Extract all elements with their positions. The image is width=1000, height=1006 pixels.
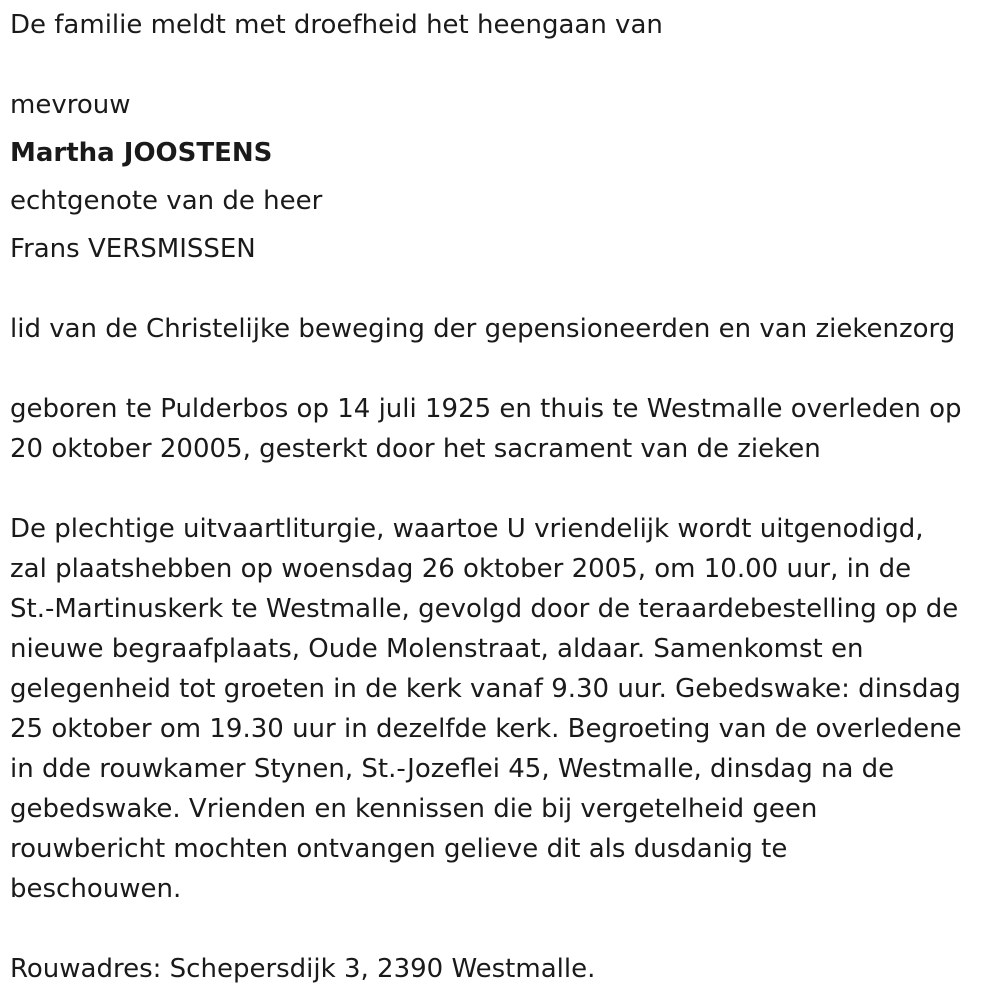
funeral-line: nieuwe begraafplaats, Oude Molenstraat, aldaar. Samenkomst en: [10, 634, 864, 664]
funeral-line: gebedswake. Vrienden en kennissen die bij vergetelheid geen: [10, 794, 818, 824]
funeral-line: De plechtige uitvaartliturgie, waartoe U vriendelijk wordt uitgenodigd,: [10, 514, 924, 544]
deceased-name: Martha JOOSTENS: [10, 138, 273, 168]
spouse-relation: echtgenote van de heer: [10, 186, 323, 216]
membership-text: lid van de Christelijke beweging der gepensioneerden en van ziekenzorg: [10, 314, 956, 344]
funeral-line: rouwbericht mochten ontvangen gelieve dit als dusdanig te: [10, 834, 788, 864]
funeral-line: gelegenheid tot groeten in de kerk vanaf 9.30 uur. Gebedswake: dinsdag: [10, 674, 961, 704]
honorific: mevrouw: [10, 90, 131, 120]
funeral-line: 25 oktober om 19.30 uur in dezelfde kerk. Begroeting van de overledene: [10, 714, 962, 744]
mourning-address: Rouwadres: Schepersdijk 3, 2390 Westmalle.: [10, 954, 596, 984]
funeral-line: in dde rouwkamer Stynen, St.-Jozeflei 45, Westmalle, dinsdag na de: [10, 754, 895, 784]
birth-death-line: geboren te Pulderbos op 14 juli 1925 en thuis te Westmalle overleden op: [10, 394, 962, 424]
funeral-line: zal plaatshebben op woensdag 26 oktober 2005, om 10.00 uur, in de: [10, 554, 912, 584]
intro-text: De familie meldt met droefheid het heengaan van: [10, 10, 663, 40]
funeral-line: beschouwen.: [10, 874, 182, 904]
funeral-line: St.-Martinuskerk te Westmalle, gevolgd door de teraardebestelling op de: [10, 594, 959, 624]
birth-death-line: 20 oktober 20005, gesterkt door het sacrament van de zieken: [10, 434, 821, 464]
spouse-name: Frans VERSMISSEN: [10, 234, 256, 264]
